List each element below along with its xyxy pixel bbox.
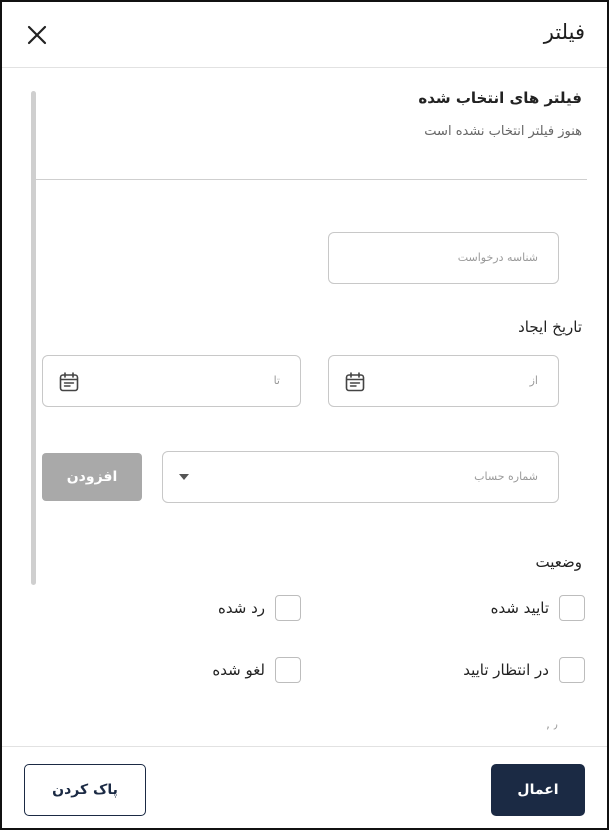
close-icon[interactable] <box>24 22 50 48</box>
status-option-pending[interactable] <box>453 657 585 683</box>
status-option-label: لغو شده <box>212 661 265 679</box>
status-option-label: تایید شده <box>490 599 549 617</box>
scrollbar[interactable] <box>31 91 36 585</box>
created-date-label: تاریخ ایجاد <box>518 318 582 336</box>
selected-filters-empty: هنوز فیلتر انتخاب نشده است <box>424 124 582 139</box>
panel-header <box>2 2 607 68</box>
status-option-label: در انتظار تایید <box>463 661 549 679</box>
date-from-input[interactable] <box>328 355 559 407</box>
more-content-hint: ‚ ٫ <box>546 717 558 731</box>
account-number-select[interactable] <box>162 451 559 503</box>
checkbox[interactable] <box>559 595 585 621</box>
filter-body <box>2 69 607 747</box>
chevron-down-icon[interactable] <box>179 474 189 480</box>
add-account-button[interactable]: افزودن <box>42 453 142 501</box>
status-label: وضعیت <box>535 553 582 571</box>
checkbox[interactable] <box>275 657 301 683</box>
checkbox[interactable] <box>559 657 585 683</box>
account-number-placeholder: شماره حساب <box>474 470 538 483</box>
date-to-placeholder: تا <box>273 374 280 387</box>
panel-footer <box>2 746 607 828</box>
date-to-input[interactable] <box>42 355 301 407</box>
checkbox[interactable] <box>275 595 301 621</box>
clear-button[interactable]: پاک کردن <box>24 764 146 816</box>
date-from-placeholder: از <box>529 374 538 387</box>
apply-button[interactable]: اعمال <box>491 764 585 816</box>
status-option-approved[interactable] <box>481 595 585 621</box>
divider <box>36 179 587 180</box>
panel-title: فیلتر <box>543 20 585 44</box>
status-option-cancelled[interactable] <box>202 657 301 683</box>
status-option-label: رد شده <box>218 599 265 617</box>
request-id-input[interactable] <box>328 232 559 284</box>
calendar-icon[interactable] <box>344 371 366 393</box>
request-id-placeholder: شناسه درخواست <box>457 251 538 264</box>
status-option-rejected[interactable] <box>208 595 301 621</box>
selected-filters-title: فیلتر های انتخاب شده <box>418 89 582 107</box>
calendar-icon[interactable] <box>58 371 80 393</box>
